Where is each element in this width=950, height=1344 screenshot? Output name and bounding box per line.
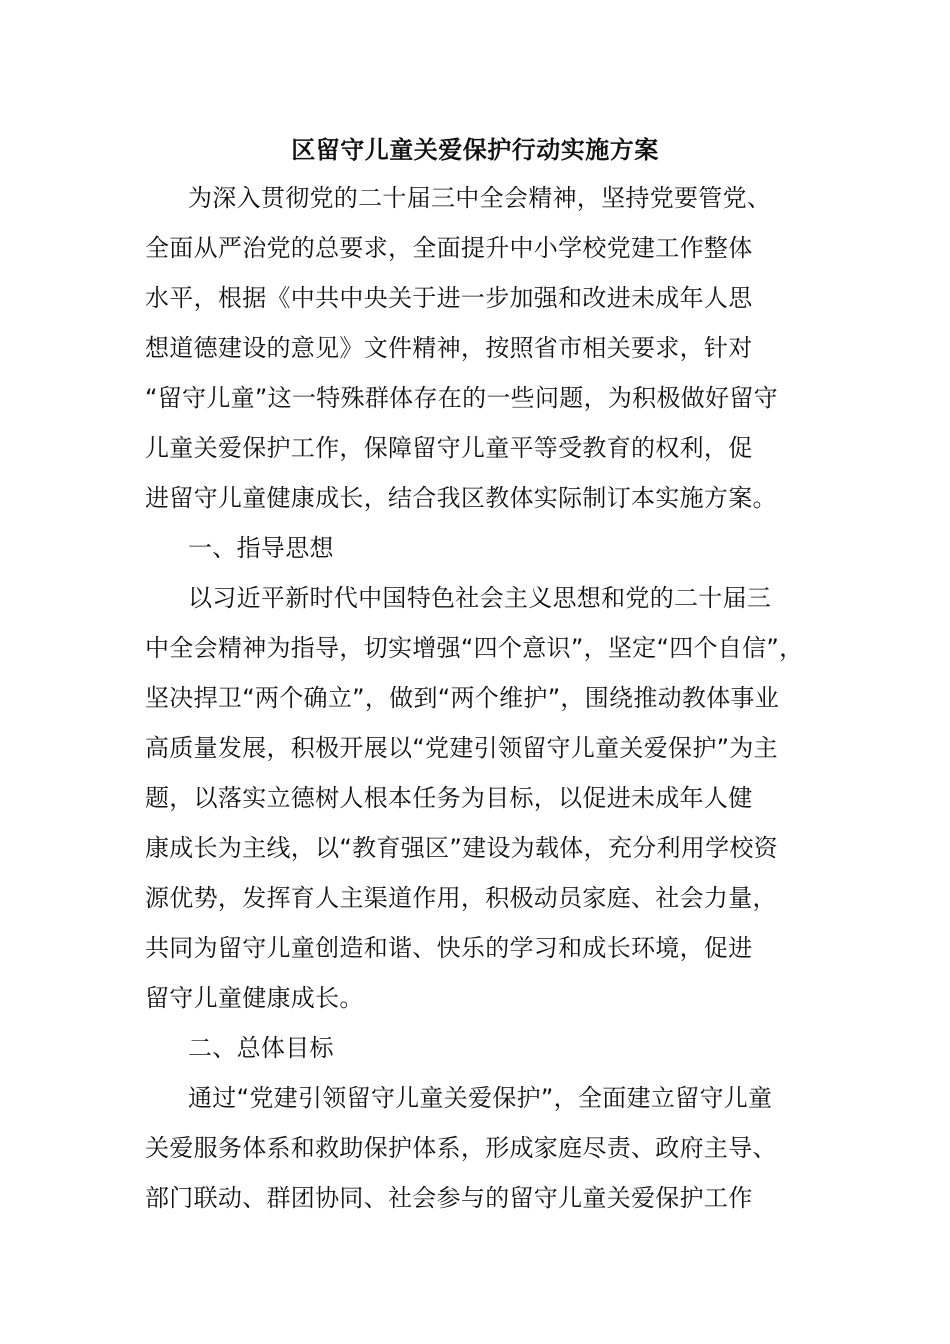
paragraph-line-19: 部门联动、群团协同、社会参与的留守儿童关爱保护工作 <box>145 1184 753 1212</box>
paragraph-line-11: 高质量发展，积极开展以“党建引领留守儿童关爱保护”为主 <box>145 734 778 762</box>
paragraph-line-18: 关爱服务体系和救助保护体系，形成家庭尽责、政府主导、 <box>145 1134 777 1162</box>
paragraph-line-2: 全面从严治党的总要求，全面提升中小学校党建工作整体 <box>145 234 753 262</box>
paragraph-line-1: 为深入贯彻党的二十届三中全会精神，坚持党要管党、 <box>188 184 772 212</box>
paragraph-line-5: “留守儿童”这一特殊群体存在的一些问题，为积极做好留守 <box>145 384 778 412</box>
paragraph-line-4: 想道德建设的意见》文件精神，按照省市相关要求，针对 <box>145 334 753 362</box>
paragraph-line-12: 题，以落实立德树人根本任务为目标，以促进未成年人健 <box>145 784 753 812</box>
paragraph-line-17: 通过“党建引领留守儿童关爱保护”，全面建立留守儿童 <box>188 1084 773 1112</box>
paragraph-line-15: 共同为留守儿童创造和谐、快乐的学习和成长环境，促进 <box>145 934 753 962</box>
paragraph-line-10: 坚决捍卫“两个确立”，做到“两个维护”，围绕推动教体事业 <box>145 684 780 712</box>
paragraph-line-7: 进留守儿童健康成长，结合我区教体实际制订本实施方案。 <box>145 484 777 512</box>
paragraph-line-9: 中全会精神为指导，切实增强“四个意识”，坚定“四个自信”， <box>145 634 804 662</box>
paragraph-line-13: 康成长为主线，以“教育强区”建设为载体，充分利用学校资 <box>145 834 778 862</box>
paragraph-line-16: 留守儿童健康成长。 <box>145 984 364 1012</box>
paragraph-line-3: 水平，根据《中共中央关于进一步加强和改进未成年人思 <box>145 284 753 312</box>
document-title: 区留守儿童关爱保护行动实施方案 <box>291 136 659 164</box>
section-heading-2: 二、总体目标 <box>188 1034 334 1062</box>
paragraph-line-8: 以习近平新时代中国特色社会主义思想和党的二十届三 <box>188 584 772 612</box>
section-heading-1: 一、指导思想 <box>188 534 334 562</box>
paragraph-line-6: 儿童关爱保护工作，保障留守儿童平等受教育的权利，促 <box>145 434 753 462</box>
paragraph-line-14: 源优势，发挥育人主渠道作用，积极动员家庭、社会力量， <box>145 884 777 912</box>
